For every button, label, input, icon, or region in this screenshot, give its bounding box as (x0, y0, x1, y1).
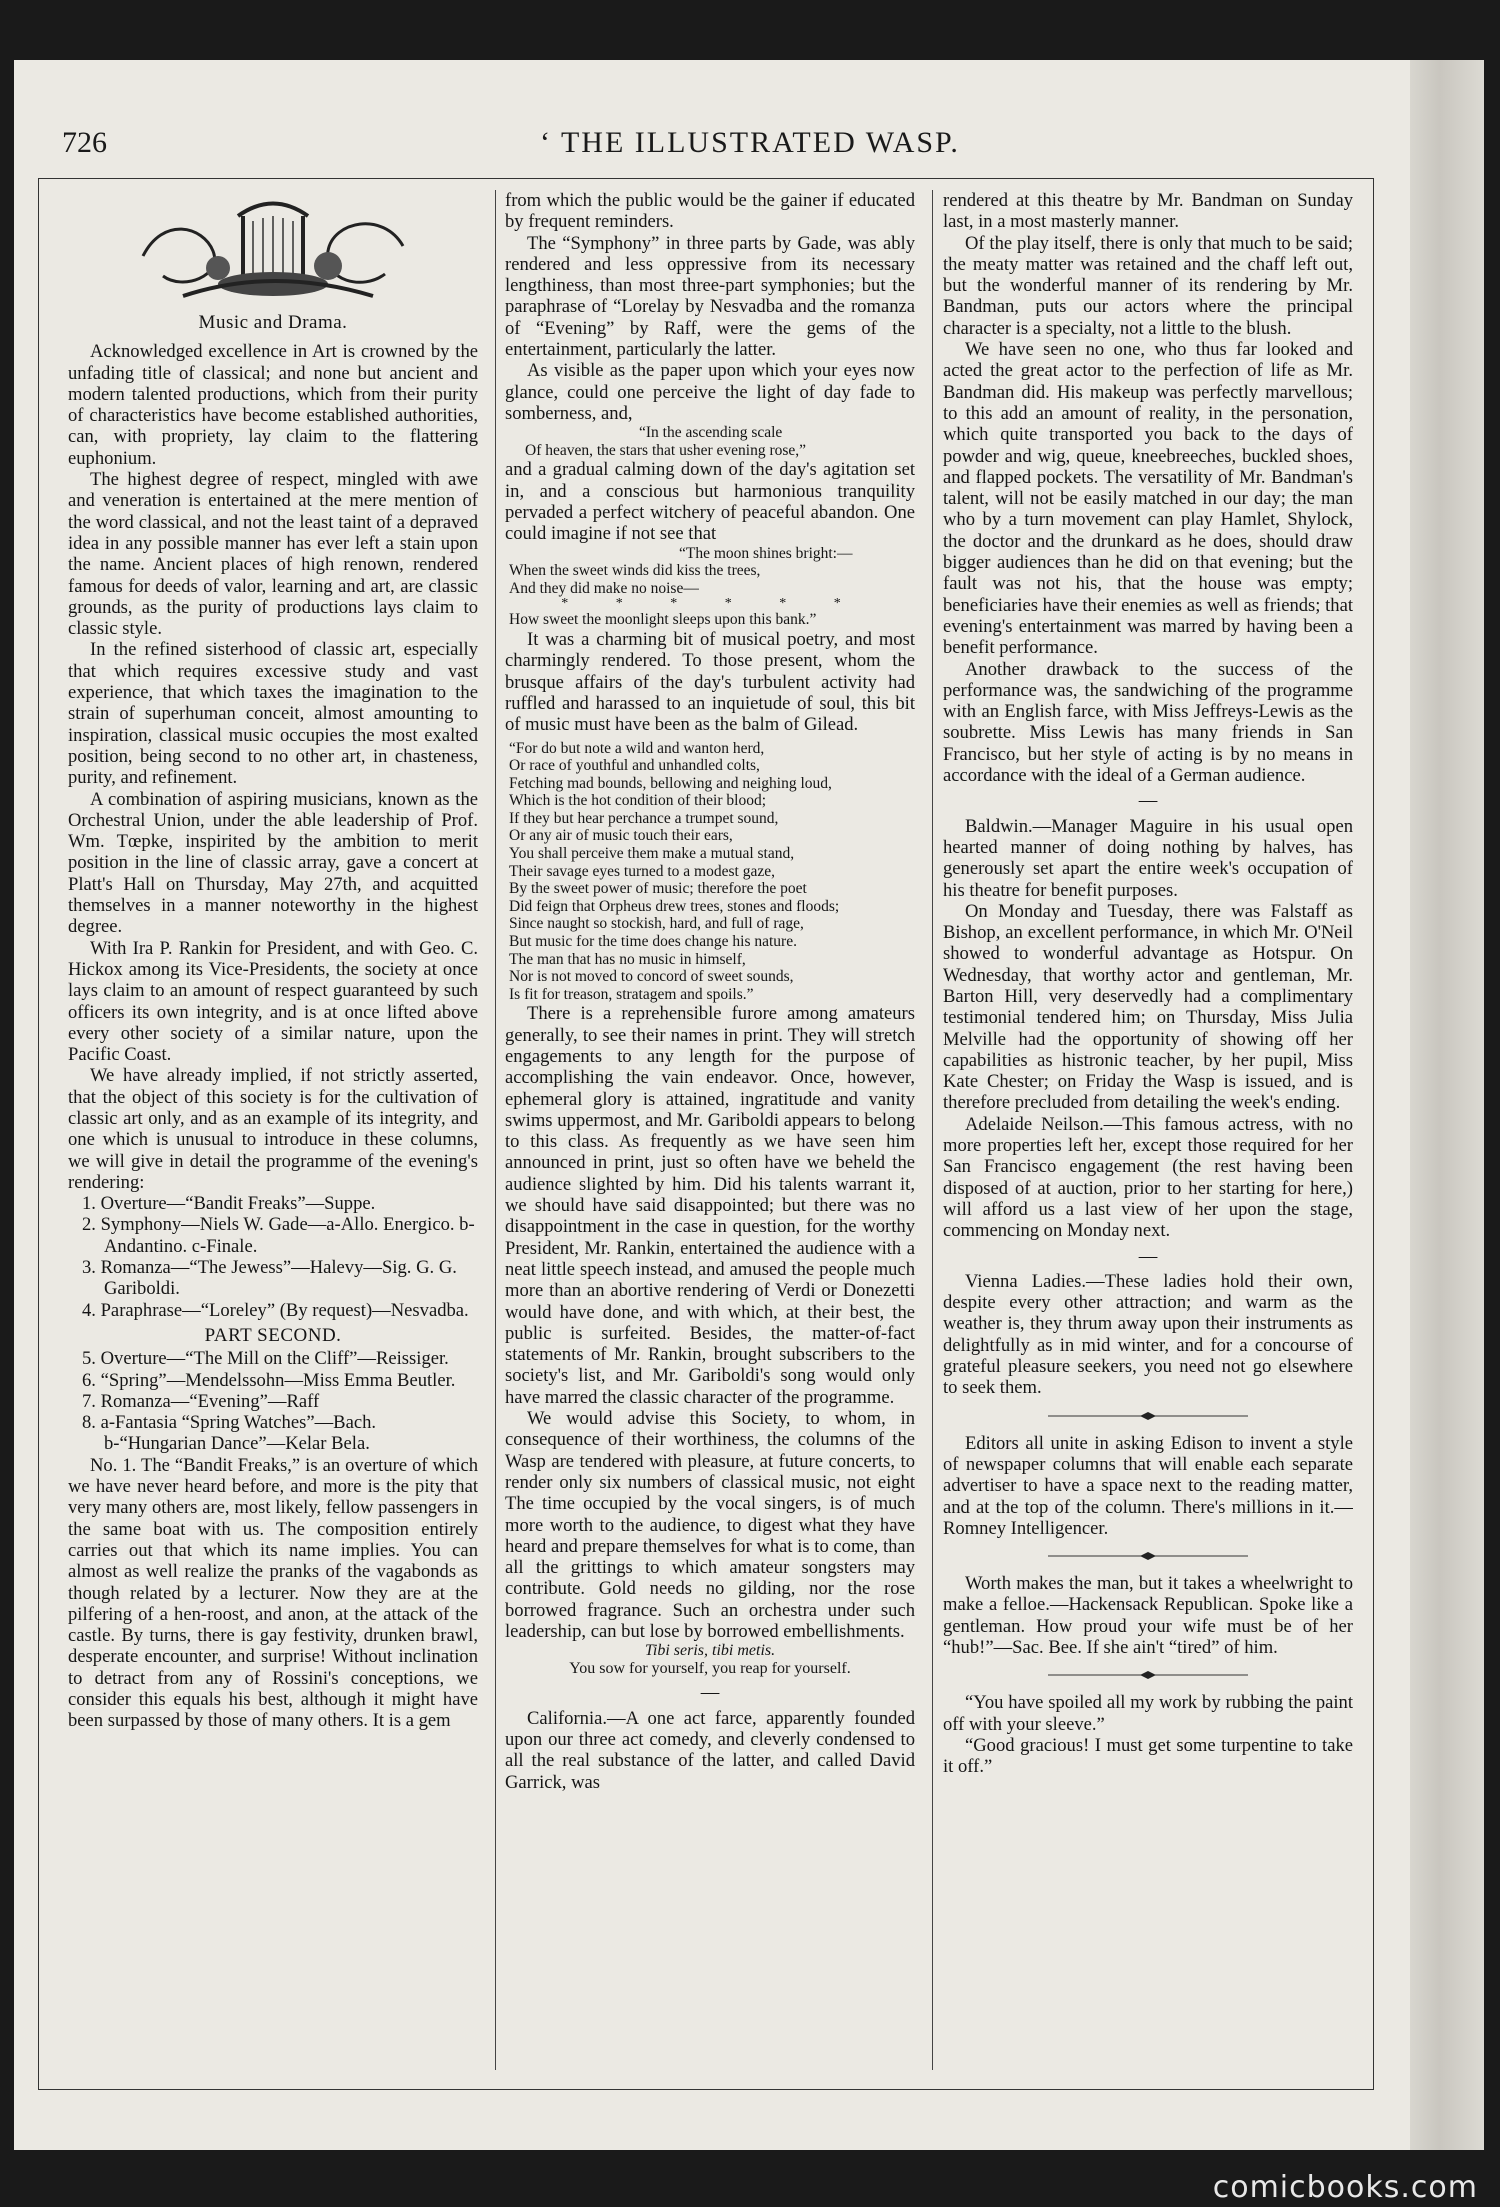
programme-item: 6. “Spring”—Mendelssohn—Miss Emma Beutler. (82, 1369, 456, 1391)
column-rule-2 (932, 190, 933, 2070)
verse-line: Their savage eyes turned to a modest gaze, (509, 862, 775, 880)
verse-line: Which is the hot condition of their blood; (509, 792, 766, 810)
column-1 (68, 190, 478, 2070)
paragraph: Of the play itself, there is only that much to be said; the meaty matter was retained and the chaff left out, but the wonderful manner of its rendering by Mr. Bandman, puts our actors where the principal character is a specialty, not a little to the blush. (943, 232, 1353, 339)
verse-line: Since naught so stockish, hard, and full of rage, (509, 915, 804, 933)
site-watermark: comicbooks.com (1212, 2170, 1478, 2205)
quote-line: “The moon shines bright:— (679, 544, 853, 562)
poetry-quote (505, 424, 915, 459)
paragraph: Vienna Ladies.—These ladies hold their own, despite every other attraction; and warm as the weather is, they thrum away upon their instruments as delightfully as in mid winter, and for a concourse of grateful pleasure seekers, you need not go elsewhere to seek them. (943, 1270, 1353, 1399)
diamond-divider-icon (1048, 1670, 1248, 1680)
verse-line: “For do but note a wild and wanton herd, (509, 739, 765, 757)
paragraph: and a gradual calming down of the day's agitation set in, and a conscious but harmonious tranquility pervaded a perfect witchery of peaceful abandon. One could imagine if not see that (505, 459, 915, 545)
paragraph: No. 1. The “Bandit Freaks,” is an overture of which we have never heard before, and more is the pity that very many others are, most likely, fellow passengers in the same boat with us. The composition entirely carries out that which its name implies. You can almost as well realize the pranks of the vagabonds as though related by a lecturer. Now they are at the pilfering of a hen-roost, and anon, at the attack of the castle. By turns, there is gay festivity, drunken brawl, desperate encounter, and surprise! Without inclination to detract from any of Rossini's conceptions, we consider this equals his best, although it might have been surpassed by those of many others. It is a gem (68, 1454, 478, 1732)
paragraph: Acknowledged excellence in Art is crowned by the unfading title of classical; and none but ancient and modern talented productions, which from their purity of characteristics have become established authorities, can, with propriety, lay claim to the flattering euphonium. (68, 341, 478, 469)
adjacent-page-edge (1410, 60, 1484, 2150)
paragraph: Worth makes the man, but it takes a wheelwright to make a felloe.—Hackensack Republican. Spoke like a gentleman. How proud your wife must be of her “hub!”—Sac. Bee. If she ain't “tired” of him. (943, 1573, 1353, 1658)
paragraph: California.—A one act farce, apparently founded upon our three act comedy, and cleverly condensed to all the real substance of the latter, and called David Garrick, was (505, 1707, 915, 1793)
paragraph: “Good gracious! I must get some turpentine to take it off.” (943, 1734, 1353, 1778)
section-title: Music and Drama. (198, 312, 348, 333)
verse-line: Or race of youthful and unhandled colts, (509, 757, 760, 775)
diamond-divider-icon (1048, 1551, 1248, 1561)
paragraph: There is a reprehensible furore among amateurs generally, to see their names in print. They will stretch engagements to any length for the purpose of accomplishing the vain endeavor. Once, however, ephemeral glory is attained, ingratitude and vanity swims uppermost, and Mr. Gariboldi appears to belong to this class. As frequently as we have seen him announced in print, just so often have we beheld the audience slighted by him. Did his talents warrant it, we should have said disappointed; but there was no disappointment in the case in question, for the worthy President, Mr. Rankin, entertained the audience with a neat little speech instead, and amused the people much more than an abortive rendering of Verdi or Donezetti would have done, and with which, at their best, the public is surfeited. Besides, the matter-of-fact statements of Mr. Rankin, brought subscribers to the society's list, and Mr. Gariboldi's song would only have marred the classic character of the programme. (505, 1003, 915, 1408)
paragraph: The highest degree of respect, mingled with awe and veneration is entertained at the mere mention of the word classical, and not the least taint of a depraved idea in any possible manner has ever left a stain upon the name. Ancient places of high renown, rendered famous for deeds of valor, learning and art, are classic grounds, as the purity of productions lays claim to classic style. (68, 469, 478, 640)
verse-line: Did feign that Orpheus drew trees, stones and floods; (509, 897, 840, 915)
paragraph: As visible as the paper upon which your eyes now glance, could one perceive the light of day fade to somberness, and, (505, 360, 915, 424)
programme-item: 2. Symphony—Niels W. Gade—a-Allo. Energico. b-Andantino. c-Finale. (82, 1214, 475, 1257)
page-header (40, 118, 1370, 172)
programme-item: 4. Paraphrase—“Loreley” (By request)—Nesvadba. (82, 1299, 469, 1321)
verse-line: Is fit for treason, stratagem and spoils.” (509, 985, 754, 1003)
column-2 (505, 190, 915, 2070)
paragraph: Baldwin.—Manager Maguire in his usual open hearted manner of doing nothing by halves, has generously set apart the entire week's occupation of his theatre for benefit purposes. (943, 815, 1353, 901)
lyre-ornament-icon (123, 196, 423, 306)
short-rule: — (700, 1682, 720, 1704)
paragraph: We would advise this Society, to whom, in consequence of their worthiness, the columns of the Wasp are tendered with pleasure, at future concerts, to render only six numbers of classical music, not eight The time occupied by the vocal singers, is of much more worth to the audience, to digest what they have heard and prepare themselves for what is to come, than all the grittings to which amateur songsters may contribute. Gold needs no gilding, nor the rose borrowed fragrance. Such an orchestra under such leadership, can but lose by borrowed embellishments. (505, 1408, 915, 1643)
quote-line: When the sweet winds did kiss the trees, (509, 562, 761, 580)
paragraph: Another drawback to the success of the performance was, the sandwiching of the programme with an English farce, with Miss Jeffreys-Lewis as the soubrette. Miss Lewis has many friends in San Francisco, but her style of acting is by no means in accordance with the ideal of a German audience. (943, 658, 1353, 787)
column-3 (943, 190, 1353, 2070)
programme-list-2 (68, 1348, 478, 1454)
short-rule: — (1138, 790, 1158, 812)
paragraph: “You have spoiled all my work by rubbing the paint off with your sleeve.” (943, 1692, 1353, 1735)
paragraph: The “Symphony” in three parts by Gade, was ably rendered and less oppressive from its necessary lengthiness, than most three-part symphonies; but the paraphrase of “Lorelay by Nesvadba and the romanza of “Evening” by Raff, were the gems of the entertainment, particularly the latter. (505, 232, 915, 361)
asterisk-row: * * * * * * (561, 596, 863, 612)
quote-line: And they did make no noise— (509, 579, 699, 597)
programme-item: 1. Overture—“Bandit Freaks”—Suppe. (82, 1193, 376, 1215)
paragraph: Editors all unite in asking Edison to invent a style of newspaper columns that will enable each separate advertiser to have a space next to the reading matter, and at the top of the column. There's millions in it.—Romney Intelligencer. (943, 1432, 1353, 1539)
paragraph: Adelaide Neilson.—This famous actress, with no more properties left her, except those required for her San Francisco engagement (the rest having been disposed of at auction, prior to her starting for here,) will afford us a last view of her upon the stage, commencing on Monday next. (943, 1113, 1353, 1242)
paragraph: We have seen no one, who thus far looked and acted the great actor to the perfection of life as Mr. Bandman did. His makeup was perfectly marvellous; to this add an amount of reality, in the personation, which quite transported you back to the days of powder and wig, queue, kneebreeches, buckled shoes, and flapped pockets. The versatility of Mr. Bandman's talent, will not be easily matched in our day; the man who by a turn movement can play Hamlet, Shylock, the doctor and the drunkard as he does, should draw bigger audiences than he did on that evening; but the fault was not his, that the house was empty; beneficiaries have their enemies as well as friends; that evening's entertainment was marred by having been a benefit performance. (943, 339, 1353, 659)
paragraph: We have already implied, if not strictly asserted, that the object of this society is for the cultivation of classic art only, and as an example of its integrity, and one which is unusual to introduce in these columns, we will give in detail the programme of the evening's rendering: (68, 1065, 478, 1193)
verse-line: Nor is not moved to concord of sweet sounds, (509, 968, 794, 986)
verse-line: Or any air of music touch their ears, (509, 827, 733, 845)
paragraph: It was a charming bit of musical poetry, and most charmingly rendered. To those present, whom the brusque affairs of the day's turbulent activity had ruffled and harassed to an inquietude of soul, this bit of music must have been as the balm of Gilead. (505, 629, 915, 736)
verse-line: The man that has no music in himself, (509, 950, 746, 968)
diamond-divider-icon (1048, 1411, 1248, 1421)
quote-line: How sweet the moonlight sleeps upon this bank.” (509, 611, 817, 629)
motto-translation: You sow for yourself, you reap for yourself. (569, 1660, 851, 1678)
programme-item: 8. a-Fantasia “Spring Watches”—Bach. b-“Hungarian Dance”—Kelar Bela. (82, 1412, 377, 1455)
paragraph: On Monday and Tuesday, there was Falstaff as Bishop, an excellent performance, in which Mr. O'Neil showed to wonderful advantage as Hotspur. On Wednesday, that worthy actor and gentleman, Mr. Barton Hill, very deservedly had a complimentary testimonial tendered him; on Thursday, Miss Julia Melville had the opportunity of showing off her capabilities as histronic teacher, by her pupil, Miss Kate Chester; on Friday the Wasp is issued, and is therefore precluded from detailing the week's ending. (943, 900, 1353, 1114)
part-second-heading: PART SECOND. (204, 1324, 342, 1346)
poetry-quote (505, 545, 915, 629)
programme-list (68, 1193, 478, 1321)
quote-line: Of heaven, the stars that usher evening rose,” (525, 441, 807, 459)
latin-motto: Tibi seris, tibi metis. (644, 1642, 776, 1660)
verse-line: Fetching mad bounds, bellowing and neighing loud, (509, 774, 832, 792)
programme-item: 5. Overture—“The Mill on the Cliff”—Reissiger. (82, 1348, 449, 1370)
verse-quote (505, 740, 915, 1004)
programme-item: 7. Romanza—“Evening”—Raff (82, 1390, 320, 1412)
paragraph: rendered at this theatre by Mr. Bandman on Sunday last, in a most masterly manner. (943, 190, 1353, 233)
verse-line: You shall perceive them make a mutual stand, (509, 845, 795, 863)
verse-line: If they but hear perchance a trumpet sound, (509, 809, 779, 827)
paragraph: With Ira P. Rankin for President, and with Geo. C. Hickox among its Vice-Presidents, the society at once lays claim to an amount of respect guaranteed by such officers its own integrity, and is at once lifted above every other society of a similar nature, upon the Pacific Coast. (68, 937, 478, 1066)
paragraph: from which the public would be the gainer if educated by frequent reminders. (505, 190, 915, 233)
page-number: 726 (62, 126, 107, 159)
programme-item: 3. Romanza—“The Jewess”—Halevy—Sig. G. G. Gariboldi. (82, 1257, 457, 1300)
paragraph: In the refined sisterhood of classic art, especially that which requires excessive study and vast experience, that which taxes the imagination to the strain of superhuman conceit, almost amounting to inspiration, classical music occupies the most exalted position, being second to no other art, in chasteness, purity, and refinement. (68, 639, 478, 789)
paragraph: A combination of aspiring musicians, known as the Orchestral Union, under the able leadership of Prof. Wm. Tœpke, inspirited by the ambition to merit position in the line of classic array, gave a concert at Platt's Hall on Thursday, May 27th, and acquitted themselves in a manner noteworthy in the highest degree. (68, 788, 478, 938)
verse-line: By the sweet power of music; therefore the poet (509, 880, 807, 898)
verse-line: But music for the time does change his nature. (509, 933, 797, 951)
masthead: ‘ THE ILLUSTRATED WASP. (540, 126, 960, 159)
quote-line: “In the ascending scale (639, 424, 783, 442)
column-rule-1 (495, 190, 496, 2070)
short-rule: — (1138, 1245, 1158, 1267)
